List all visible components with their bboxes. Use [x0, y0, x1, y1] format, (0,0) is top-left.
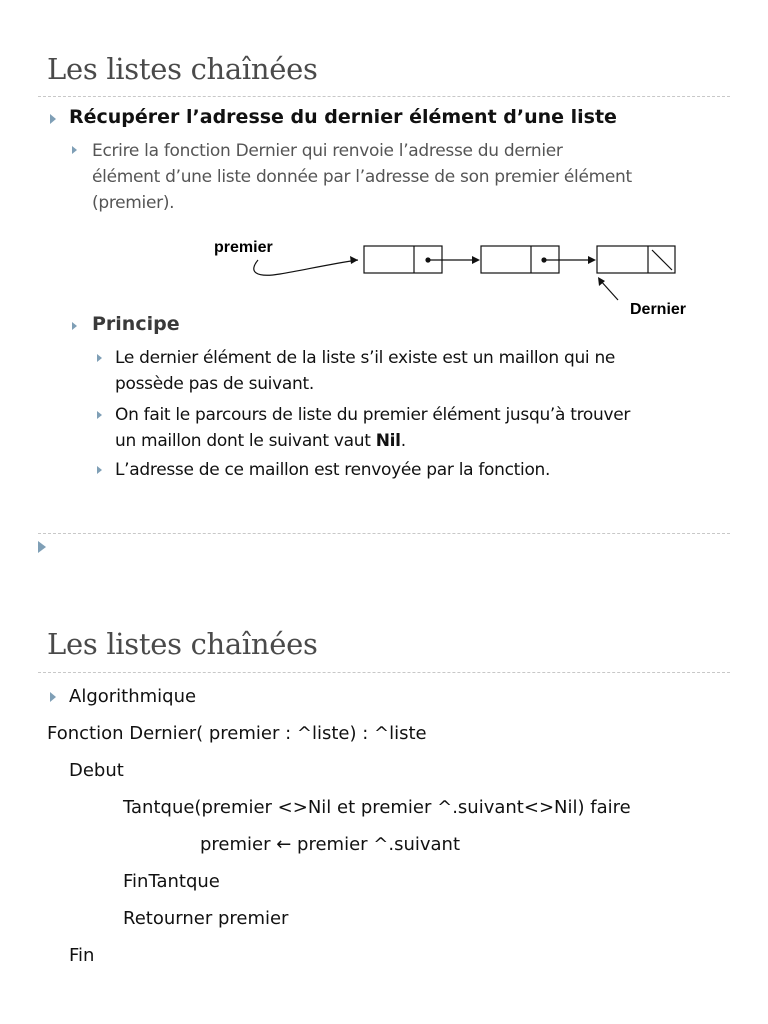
- slide1-title: Les listes chaînées: [47, 52, 318, 86]
- principe-item-2-line-2: [115, 428, 406, 454]
- principe-item-2-line-2-text: un maillon dont le suivant vaut: [115, 431, 376, 451]
- bullet-icon: [97, 411, 102, 419]
- code-fin: Fin: [69, 945, 95, 966]
- bullet-icon: [50, 692, 56, 702]
- bullet-heading-recuperer: Récupérer l’adresse du dernier élément d’une liste: [69, 106, 617, 128]
- bullet-icon: [97, 466, 102, 474]
- code-retourner: Retourner premier: [123, 908, 289, 929]
- description-line-2: élément d’une liste donnée par l’adresse de son premier élément: [92, 167, 632, 187]
- algorithmique-heading: Algorithmique: [69, 686, 197, 707]
- footer-marker-icon: [38, 541, 46, 553]
- code-tantque: Tantque(premier <>Nil et premier ^.suivant<>Nil) faire: [123, 797, 631, 818]
- code-assignment: premier ← premier ^.suivant: [200, 834, 461, 855]
- arrow-head: [472, 256, 480, 264]
- code-fintantque: FinTantque: [123, 871, 220, 892]
- list-node-last: [597, 246, 675, 273]
- bullet-icon: [97, 354, 102, 362]
- principe-item-1-line-1: Le dernier élément de la liste s’il existe est un maillon qui ne: [115, 348, 616, 368]
- slide1-footer-separator: [38, 533, 730, 534]
- period: .: [400, 431, 406, 451]
- slide2-title-separator: [38, 672, 730, 673]
- arrow-head: [350, 256, 358, 264]
- code-debut: Debut: [69, 760, 124, 781]
- nil-keyword: Nil: [375, 431, 401, 451]
- linked-list-diagram: [200, 228, 720, 328]
- slide1-title-separator: [38, 96, 730, 97]
- slide2-title: Les listes chaînées: [47, 627, 318, 661]
- description-line-1: Ecrire la fonction Dernier qui renvoie l’adresse du dernier: [92, 141, 563, 161]
- description-line-3: (premier).: [92, 193, 175, 213]
- arrow-head: [588, 256, 596, 264]
- bullet-icon: [50, 114, 56, 124]
- bullet-icon: [72, 322, 77, 330]
- principe-item-2-line-1: On fait le parcours de liste du premier élément jusqu’à trouver: [115, 405, 631, 425]
- code-signature: Fonction Dernier( premier : ^liste) : ^liste: [47, 723, 427, 744]
- premier-label: premier: [214, 239, 273, 256]
- dernier-label: Dernier: [630, 301, 687, 318]
- dernier-pointer-arrow: [600, 280, 618, 300]
- principe-item-1-line-2: possède pas de suivant.: [115, 374, 314, 394]
- principe-heading: Principe: [92, 313, 180, 335]
- premier-pointer-arrow: [254, 260, 358, 275]
- bullet-icon: [72, 146, 77, 154]
- principe-item-3-line-1: L’adresse de ce maillon est renvoyée par la fonction.: [115, 460, 551, 480]
